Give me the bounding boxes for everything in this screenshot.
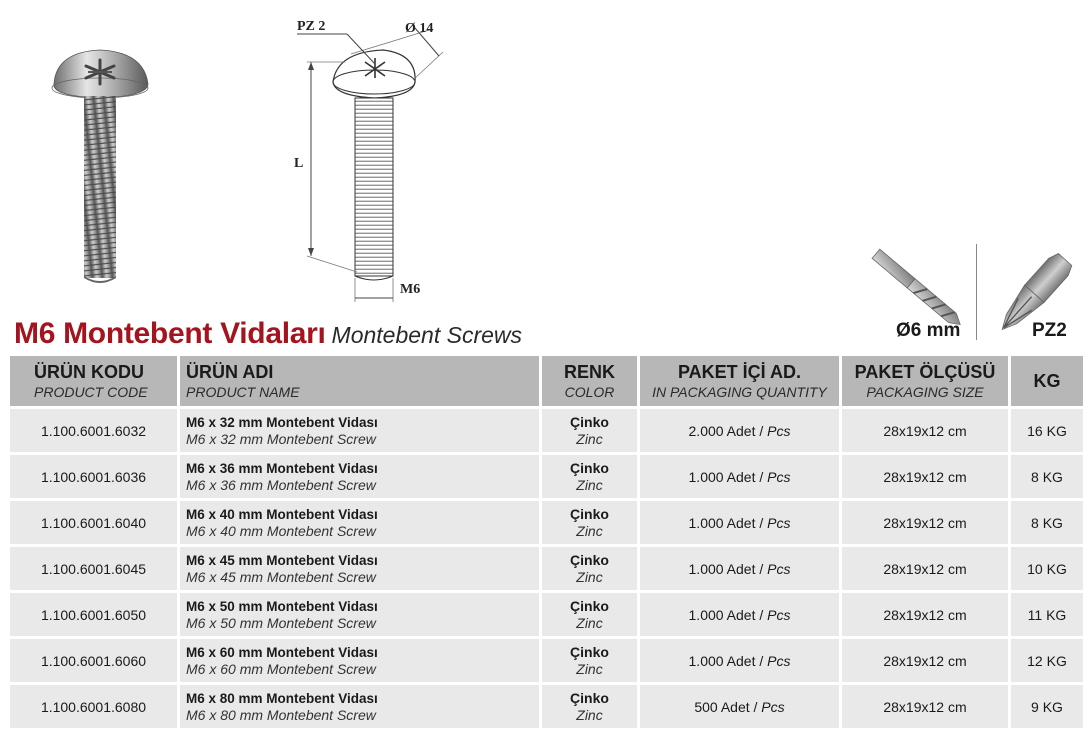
cell-color: Çinko Zinc: [542, 593, 637, 636]
table-header-row: [10, 356, 1083, 406]
cell-quantity: 500 Adet / Pcs: [640, 685, 839, 728]
cell-kg: 16 KG: [1011, 409, 1083, 452]
cell-color: Çinko Zinc: [542, 639, 637, 682]
table-row: [10, 639, 1083, 682]
cell-product-code: 1.100.6001.6050: [10, 593, 177, 636]
cell-product-code: 1.100.6001.6040: [10, 501, 177, 544]
cell-product-name: M6 x 36 mm Montebent Vidası M6 x 36 mm Montebent Screw: [180, 455, 539, 498]
drive-label: PZ 2: [297, 19, 326, 34]
page-title: [14, 317, 522, 351]
cell-kg: 8 KG: [1011, 501, 1083, 544]
cell-packaging-size: 28x19x12 cm: [842, 501, 1008, 544]
header-color: RENK COLOR: [542, 356, 637, 406]
table-row: [10, 547, 1083, 590]
cell-kg: 10 KG: [1011, 547, 1083, 590]
table-row: [10, 409, 1083, 452]
header-kg: KG: [1011, 356, 1083, 406]
cell-packaging-size: 28x19x12 cm: [842, 455, 1008, 498]
cell-color: Çinko Zinc: [542, 685, 637, 728]
screw-photo: [48, 44, 158, 294]
length-label: L: [294, 156, 304, 171]
cell-product-name: M6 x 60 mm Montebent Vidası M6 x 60 mm Montebent Screw: [180, 639, 539, 682]
cell-color: Çinko Zinc: [542, 455, 637, 498]
cell-product-code: 1.100.6001.6080: [10, 685, 177, 728]
cell-packaging-size: 28x19x12 cm: [842, 685, 1008, 728]
table-row: [10, 501, 1083, 544]
cell-color: Çinko Zinc: [542, 501, 637, 544]
cell-product-name: M6 x 50 mm Montebent Vidası M6 x 50 mm Montebent Screw: [180, 593, 539, 636]
title-english: Montebent Screws: [331, 322, 523, 348]
thread-label: M6: [400, 282, 421, 297]
table-row: [10, 685, 1083, 728]
cell-product-code: 1.100.6001.6060: [10, 639, 177, 682]
technical-drawing: [285, 10, 455, 305]
cell-quantity: 1.000 Adet / Pcs: [640, 593, 839, 636]
drill-size-label: Ø6 mm: [896, 320, 961, 341]
table-row: [10, 455, 1083, 498]
cell-color: Çinko Zinc: [542, 547, 637, 590]
cell-quantity: 2.000 Adet / Pcs: [640, 409, 839, 452]
cell-kg: 12 KG: [1011, 639, 1083, 682]
cell-product-code: 1.100.6001.6036: [10, 455, 177, 498]
cell-packaging-size: 28x19x12 cm: [842, 639, 1008, 682]
table-row: [10, 593, 1083, 636]
cell-kg: 8 KG: [1011, 455, 1083, 498]
header-product-name: ÜRÜN ADI PRODUCT NAME: [180, 356, 539, 406]
title-turkish: M6 Montebent Vidaları: [14, 317, 326, 350]
cell-quantity: 1.000 Adet / Pcs: [640, 547, 839, 590]
product-table: [7, 353, 1086, 731]
tool-divider: [976, 244, 977, 340]
cell-kg: 11 KG: [1011, 593, 1083, 636]
head-diameter-label: Ø 14: [405, 21, 434, 36]
cell-product-name: M6 x 40 mm Montebent Vidası M6 x 40 mm Montebent Screw: [180, 501, 539, 544]
cell-packaging-size: 28x19x12 cm: [842, 547, 1008, 590]
cell-product-name: M6 x 32 mm Montebent Vidası M6 x 32 mm Montebent Screw: [180, 409, 539, 452]
header-packaging-quantity: PAKET İÇİ AD. IN PACKAGING QUANTITY: [640, 356, 839, 406]
cell-packaging-size: 28x19x12 cm: [842, 593, 1008, 636]
cell-quantity: 1.000 Adet / Pcs: [640, 639, 839, 682]
cell-quantity: 1.000 Adet / Pcs: [640, 455, 839, 498]
cell-product-name: M6 x 45 mm Montebent Vidası M6 x 45 mm Montebent Screw: [180, 547, 539, 590]
cell-color: Çinko Zinc: [542, 409, 637, 452]
cell-packaging-size: 28x19x12 cm: [842, 409, 1008, 452]
header-product-code: ÜRÜN KODU PRODUCT CODE: [10, 356, 177, 406]
cell-quantity: 1.000 Adet / Pcs: [640, 501, 839, 544]
header-packaging-size: PAKET ÖLÇÜSÜ PACKAGING SIZE: [842, 356, 1008, 406]
cell-kg: 9 KG: [1011, 685, 1083, 728]
cell-product-code: 1.100.6001.6032: [10, 409, 177, 452]
bit-type-label: PZ2: [1032, 320, 1067, 341]
cell-product-code: 1.100.6001.6045: [10, 547, 177, 590]
cell-product-name: M6 x 80 mm Montebent Vidası M6 x 80 mm Montebent Screw: [180, 685, 539, 728]
